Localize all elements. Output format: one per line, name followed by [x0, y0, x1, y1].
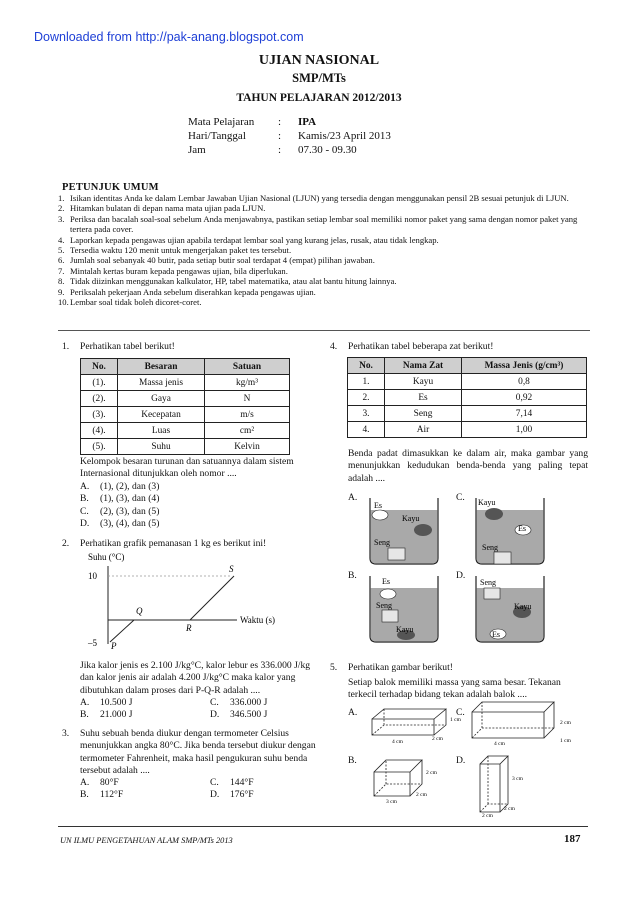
q2-options	[80, 697, 320, 722]
instructions-title: PETUNJUK UMUM	[62, 182, 159, 193]
instruction-text: Periksalah pekerjaan Anda sebelum diserahkan kepada pengawas ujian.	[70, 286, 316, 297]
label-es: Es	[518, 524, 526, 533]
instruction-number: 3.	[58, 213, 65, 224]
dim-label: 1 cm	[560, 738, 571, 744]
beaker-a[interactable]	[366, 494, 442, 566]
label-kayu: Kayu	[514, 602, 532, 611]
label-kayu: Kayu	[478, 498, 496, 507]
block-c[interactable]	[468, 698, 588, 748]
option-value[interactable]: 144°F	[230, 777, 254, 788]
beaker-d[interactable]	[472, 572, 548, 644]
meta-label: Mata Pelajaran	[188, 116, 255, 128]
table-cell: Kecepatan	[118, 407, 205, 423]
question-stem: Jika kalor jenis es 2.100 J/kg°C, kalor lebur es 336.000 J/kg dan kalor jenis air adalah 4.200 J/kg°C maka kalor yang dibutuhkan dalam proses dari P-Q-R adalah ....	[80, 660, 311, 696]
point-label-P: P	[111, 641, 117, 651]
option-value[interactable]: (1), (3), dan (4)	[100, 493, 160, 505]
dim-label: 1 cm	[450, 717, 461, 723]
table-cell: Kelvin	[205, 439, 290, 455]
block-d[interactable]	[476, 752, 546, 818]
table-cell: (5).	[81, 439, 118, 455]
table-row	[81, 391, 290, 407]
dim-label: 4 cm	[494, 741, 505, 747]
chart-ylabel: Suhu (°C)	[88, 552, 125, 562]
download-banner[interactable]: Downloaded from http://pak-anang.blogspot.com	[34, 30, 304, 44]
ice-block	[380, 589, 396, 599]
question-number: 1.	[62, 341, 70, 352]
choice-label[interactable]: C.	[456, 707, 465, 718]
table-cell: 2.	[348, 390, 385, 406]
meta-row	[188, 144, 391, 158]
table-cell: 0,8	[462, 374, 587, 390]
label-es: Es	[374, 501, 382, 510]
instruction-text: Jumlah soal sebanyak 40 butir, pada setiap butir soal terdapat 4 (empat) pilihan jawaban.	[70, 255, 375, 266]
table-header: Massa Jenis (g/cm³)	[462, 358, 587, 374]
zinc-block	[484, 588, 500, 599]
option-key[interactable]: D.	[210, 789, 220, 801]
table-cell: (2).	[81, 391, 118, 407]
table-cell: (4).	[81, 423, 118, 439]
table-row	[81, 439, 290, 455]
point-label-R: R	[186, 623, 192, 633]
label-seng: Seng	[376, 601, 392, 610]
dim-label: 3 cm	[512, 776, 523, 782]
question-stem: Setiap balok memiliki massa yang sama besar. Tekanan terkecil terhadap bidang tekan adalah balok ....	[348, 677, 561, 701]
heating-curve	[110, 576, 234, 642]
q3-options	[80, 777, 320, 802]
zinc-block	[494, 552, 511, 564]
instruction-text: Periksa dan bacalah soal-soal sebelum Anda menjawabnya, pastikan setiap lembar soal memiliki nomor paket yang sama dengan nomor paket yang tertera pada cover.	[70, 213, 578, 235]
dim-label: 2 cm	[482, 813, 493, 819]
instruction-number: 10.	[58, 297, 69, 308]
option-value[interactable]: 21.000 J	[100, 709, 133, 721]
meta-sep: :	[278, 116, 282, 128]
instruction-text: Tersedia waktu 120 menit untuk mengerjakan paket tes tersebut.	[70, 245, 292, 256]
option-key[interactable]: B.	[80, 789, 89, 801]
choice-label[interactable]: D.	[456, 755, 466, 766]
question-prompt: Perhatikan tabel beberapa zat berikut!	[348, 341, 494, 352]
dim-label: 2 cm	[560, 720, 571, 726]
option-value[interactable]: 336.000 J	[230, 697, 268, 708]
instruction-item	[58, 245, 588, 255]
instruction-number: 8.	[58, 276, 65, 287]
table-cell: Kayu	[385, 374, 462, 390]
wood-block	[414, 524, 432, 536]
q1-table	[80, 358, 290, 455]
label-seng: Seng	[482, 543, 498, 552]
point-label-Q: Q	[136, 606, 143, 616]
option-value[interactable]: 176°F	[230, 789, 254, 801]
instruction-text: Lembar soal tidak boleh dicoret-coret.	[70, 297, 202, 308]
option-key[interactable]: C.	[210, 697, 219, 708]
option-key[interactable]: B.	[80, 709, 89, 721]
option-value[interactable]: (2), (3), dan (5)	[100, 505, 160, 517]
table-cell: (1).	[81, 375, 118, 391]
label-es: Es	[492, 630, 500, 639]
table-cell: Air	[385, 422, 462, 438]
table-cell: (3).	[81, 407, 118, 423]
instruction-item	[58, 287, 588, 297]
instructions-list	[58, 193, 588, 307]
table-cell: Gaya	[118, 391, 205, 407]
wood-block	[485, 508, 503, 520]
dim-label: 2 cm	[504, 806, 515, 812]
meta-value: 07.30 - 09.30	[298, 144, 357, 156]
choice-label[interactable]: B.	[348, 755, 357, 766]
block-b[interactable]	[368, 752, 460, 808]
label-kayu: Kayu	[402, 514, 420, 523]
dim-label: 3 cm	[386, 799, 397, 805]
y-tick-label: –5	[88, 638, 97, 648]
option-row[interactable]	[80, 493, 159, 505]
instruction-text: Hitamkan bulatan di depan nama mata ujian pada LJUN.	[70, 203, 266, 214]
exam-year: TAHUN PELAJARAN 2012/2013	[236, 92, 402, 104]
instruction-number: 9.	[58, 286, 65, 297]
instruction-item	[58, 266, 588, 276]
instruction-number: 5.	[58, 245, 65, 256]
table-row	[348, 422, 587, 438]
table-cell: Luas	[118, 423, 205, 439]
meta-row	[188, 116, 391, 130]
instruction-text: Isikan identitas Anda ke dalam Lembar Jawaban Ujian Nasional (LJUN) yang tersedia dengan menggunakan pensil 2B sesuai petunjuk di LJUN.	[70, 193, 569, 203]
heating-chart	[82, 548, 292, 660]
label-seng: Seng	[480, 578, 496, 587]
table-cell: 1.	[348, 374, 385, 390]
instruction-item	[58, 193, 588, 203]
choice-label[interactable]: B.	[348, 570, 357, 581]
table-cell: 7,14	[462, 406, 587, 422]
table-cell: N	[205, 391, 290, 407]
question-prompt: Perhatikan grafik pemanasan 1 kg es berikut ini!	[80, 538, 267, 549]
option-value[interactable]: (3), (4), dan (5)	[100, 517, 160, 529]
question-prompt: Perhatikan tabel berikut!	[80, 341, 175, 352]
question-number: 4.	[330, 341, 338, 352]
meta-sep: :	[278, 130, 282, 142]
option-value[interactable]: 346.500 J	[230, 709, 268, 721]
zinc-block	[388, 548, 405, 560]
table-header: No.	[81, 359, 118, 375]
table-cell: Massa jenis	[118, 375, 205, 391]
dim-label: 2 cm	[426, 770, 437, 776]
table-cell: Es	[385, 390, 462, 406]
choice-label[interactable]: A.	[348, 492, 358, 503]
table-row	[348, 390, 587, 406]
exam-level: SMP/MTs	[292, 71, 346, 85]
table-row	[348, 406, 587, 422]
meta-sep: :	[278, 144, 282, 156]
meta-label: Hari/Tanggal	[188, 130, 246, 142]
option-key[interactable]: D.	[210, 709, 220, 721]
instruction-item	[58, 297, 588, 307]
instruction-item	[58, 214, 588, 235]
beaker-c[interactable]	[472, 494, 548, 566]
instruction-item	[58, 255, 588, 265]
option-value[interactable]: 80°F	[100, 777, 119, 788]
table-cell: 0,92	[462, 390, 587, 406]
instruction-text: Laporkan kepada pengawas ujian apabila terdapat lembar soal yang kurang jelas, rusak, atau tidak lengkap.	[70, 234, 439, 245]
table-header: Nama Zat	[385, 358, 462, 374]
dim-label: 2 cm	[432, 736, 443, 742]
dim-label: 2 cm	[416, 792, 427, 798]
instruction-number: 2.	[58, 203, 65, 214]
table-cell: Seng	[385, 406, 462, 422]
section-divider	[58, 330, 590, 331]
question-number: 3.	[62, 728, 70, 739]
question-stem: Benda padat dimasukkan ke dalam air, maka gambar yang menunjukkan kedudukan benda-benda yang paling tepat adalah ....	[348, 448, 588, 484]
table-row	[81, 407, 290, 423]
instruction-number: 7.	[58, 265, 65, 276]
choice-label[interactable]: C.	[456, 492, 465, 503]
choice-label[interactable]: A.	[348, 707, 358, 718]
instruction-number: 6.	[58, 255, 65, 266]
table-row	[81, 375, 290, 391]
instruction-number: 1.	[58, 193, 65, 203]
choice-label[interactable]: D.	[456, 570, 466, 581]
table-row	[348, 374, 587, 390]
question-prompt: Perhatikan gambar berikut!	[348, 662, 453, 673]
table-row	[81, 423, 290, 439]
page-number: 187	[564, 833, 581, 845]
table-header: No.	[348, 358, 385, 374]
question-number: 2.	[62, 538, 70, 549]
beaker-b[interactable]	[366, 572, 442, 644]
option-key[interactable]: A.	[80, 777, 90, 788]
exam-title: UJIAN NASIONAL	[258, 53, 380, 68]
q1-options	[80, 481, 159, 530]
dim-label: 4 cm	[392, 739, 403, 745]
meta-value: Kamis/23 April 2013	[298, 130, 391, 142]
exam-meta	[188, 116, 391, 158]
option-row[interactable]	[80, 481, 159, 493]
option-value[interactable]: (1), (2), dan (3)	[100, 481, 160, 492]
table-header: Besaran	[118, 359, 205, 375]
option-key[interactable]: C.	[80, 505, 89, 517]
block-a[interactable]	[368, 703, 461, 749]
meta-row	[188, 130, 391, 144]
label-kayu: Kayu	[396, 625, 414, 634]
option-row[interactable]	[80, 518, 159, 530]
question-stem: Kelompok besaran turunan dan satuannya dalam sistem Internasional ditunjukkan oleh nomor ....	[80, 456, 294, 480]
label-seng: Seng	[374, 538, 390, 547]
table-cell: 3.	[348, 406, 385, 422]
footer-title: UN ILMU PENGETAHUAN ALAM SMP/MTs 2013	[60, 836, 233, 845]
ice-block	[372, 510, 388, 520]
option-key[interactable]: D.	[80, 517, 90, 529]
meta-label: Jam	[188, 144, 206, 156]
point-label-S: S	[229, 564, 234, 574]
option-row[interactable]	[80, 506, 159, 518]
instruction-item	[58, 235, 588, 245]
table-cell: m/s	[205, 407, 290, 423]
instruction-text: Tidak diizinkan menggunakan kalkulator, HP, tabel matematika, atau alat bantu hitung lainnya.	[70, 276, 397, 287]
chart-xlabel: Waktu (s)	[240, 615, 276, 625]
option-key[interactable]: A.	[80, 697, 90, 708]
table-cell: 1,00	[462, 422, 587, 438]
table-cell: kg/m³	[205, 375, 290, 391]
instruction-text: Mintalah kertas buram kepada pengawas ujian, bila diperlukan.	[70, 265, 288, 276]
option-value[interactable]: 112°F	[100, 789, 124, 801]
instruction-item	[58, 203, 588, 213]
table-cell: 4.	[348, 422, 385, 438]
y-tick-label: 10	[88, 571, 97, 581]
option-key[interactable]: C.	[210, 777, 219, 788]
option-value[interactable]: 10.500 J	[100, 697, 133, 708]
instruction-item	[58, 276, 588, 286]
q4-table	[347, 357, 587, 438]
question-stem: Suhu sebuah benda diukur dengan termometer Celsius menunjukkan angka 80°C. Jika benda tersebut diukur dengan termometer Fahrenheit, maka hasil pengukuran suhu benda tersebut adalah ....	[80, 728, 316, 777]
table-cell: cm²	[205, 423, 290, 439]
option-key[interactable]: A.	[80, 481, 90, 492]
footer-divider	[58, 826, 588, 827]
zinc-block	[382, 610, 398, 622]
meta-value: IPA	[298, 116, 317, 128]
option-key[interactable]: B.	[80, 493, 89, 505]
table-header: Satuan	[205, 359, 290, 375]
table-cell: Suhu	[118, 439, 205, 455]
instruction-number: 4.	[58, 234, 65, 245]
question-number: 5.	[330, 662, 338, 673]
label-es: Es	[382, 577, 390, 586]
